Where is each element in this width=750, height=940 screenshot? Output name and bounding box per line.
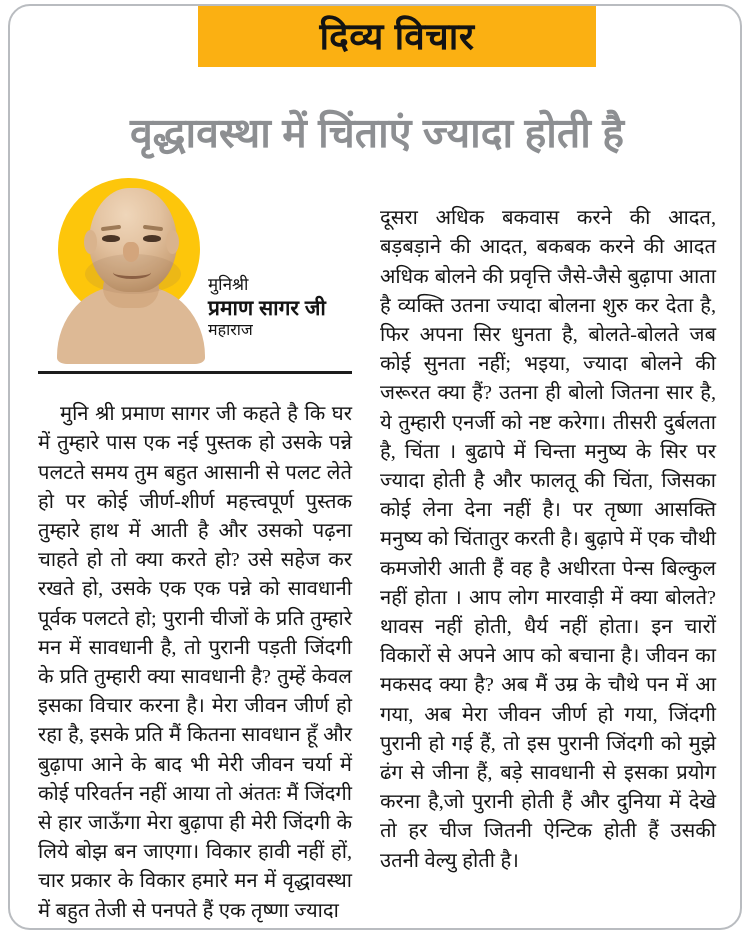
article-column-right	[380, 184, 716, 926]
page-title: वृद्धावस्था में चिंताएं ज्यादा होती है	[129, 110, 625, 157]
article-body	[10, 166, 742, 928]
monk-portrait-image	[55, 182, 207, 362]
caption-title: महाराज	[208, 322, 253, 340]
portrait-block	[38, 166, 352, 362]
portrait-ear-right	[166, 230, 179, 254]
portrait-eye-left	[102, 235, 120, 242]
portrait-ear-left	[84, 230, 97, 254]
section-banner-title: दिव्य विचार	[319, 16, 475, 57]
caption-honorific: मुनिश्री	[208, 275, 249, 294]
article-column-left	[38, 166, 352, 926]
portrait-eye-right	[143, 235, 161, 242]
portrait-caption	[208, 274, 354, 342]
article-text-right: दूसरा अधिक बकवास करने की आदत, बड़बड़ाने की आदत, बकबक करने की आदत अधिक बोलने की प्रवृत्ति जैसे-जैसे बुढ़ापा आता है व्यक्ति उतना ज्यादा बोलना शुरु कर देता है, फिर अपना सिर धुनता है, बोलते-बोलते जब कोई सुनता नहीं; भइया, ज्यादा बोलने की जरूरत क्या हैं? उतना ही बोलो जितना सार है, ये तुम्हारी एनर्जी को नष्ट करेगा। तीसरी दुर्बलता है, चिंता । बुढापे में चिन्ता मनुष्य के सिर पर ज्यादा होती है और फालतू की चिंता, जिसका कोई लेना देना नहीं है। पर तृष्णा आसक्ति मनुष्य को चिंतातुर करती है। बुढ़ापे में एक चौथी कमजोरी आती हैं वह है अधीरता पेन्स बिल्कुल नहीं होता । आप लोग मारवाड़ी में क्या बोलते? थावस नहीं होती, धैर्य नहीं होता। इन चारों विकारों से अपने आप को बचाना है। जीवन का मकसद क्या है? अब मैं उम्र के चौथे पन में आ गया, अब मेरा जीवन जीर्ण हो गया, जिंदगी पुरानी हो गई हैं, तो इस पुरानी जिंदगी को मुझे ढंग से जीना हैं, बड़े सावधानी से इसका प्रयोग करना है,जो पुरानी होती हैं और दुनिया में देखे तो हर चीज जितनी ऐन्टिक होती हैं उसकी उतनी वेल्यु होती है।	[380, 207, 716, 872]
portrait-nose	[123, 242, 139, 262]
caption-name: प्रमाण सागर जी	[208, 296, 326, 320]
portrait-mouth	[113, 266, 151, 279]
column-divider-rule	[38, 371, 352, 374]
article-text-left: मुनि श्री प्रमाण सागर जी कहते है कि घर में तुम्हारे पास एक नई पुस्तक हो उसके पन्ने पलटते समय तुम बहुत आसानी से पलट लेते हो पर कोई जीर्ण-शीर्ण महत्त्वपूर्ण पुस्तक तुम्हारे हाथ में आती है और उसको पढ़ना चाहते हो तो क्या करते हो? उसे सहेज कर रखते हो, उसके एक एक पन्ने को सावधानी पूर्वक पलटते हो; पुरानी चीजों के प्रति तुम्हारे मन में सावधानी है, तो पुरानी पड़ती जिंदगी के प्रति तुम्हारी क्या सावधानी है? तुम्हें केवल इसका विचार करना है। मेरा जीवन जीर्ण हो रहा है, इसके प्रति मैं कितना सावधान हूँ और बुढ़ापा आने के बाद भी मेरी जीवन चर्या में कोई परिवर्तन नहीं आया तो अंततः मैं जिंदगी से हार जाऊँगा मेरा बुढ़ापा ही मेरी जिंदगी के लिये बोझ बन जाएगा। विकार हावी नहीं हों, चार प्रकार के विकार हमारे मन में वृद्धावस्था में बहुत तेजी से पनपते हैं एक तृष्णा ज्यादा	[38, 403, 352, 922]
article-card	[8, 4, 742, 930]
section-banner	[198, 6, 596, 67]
